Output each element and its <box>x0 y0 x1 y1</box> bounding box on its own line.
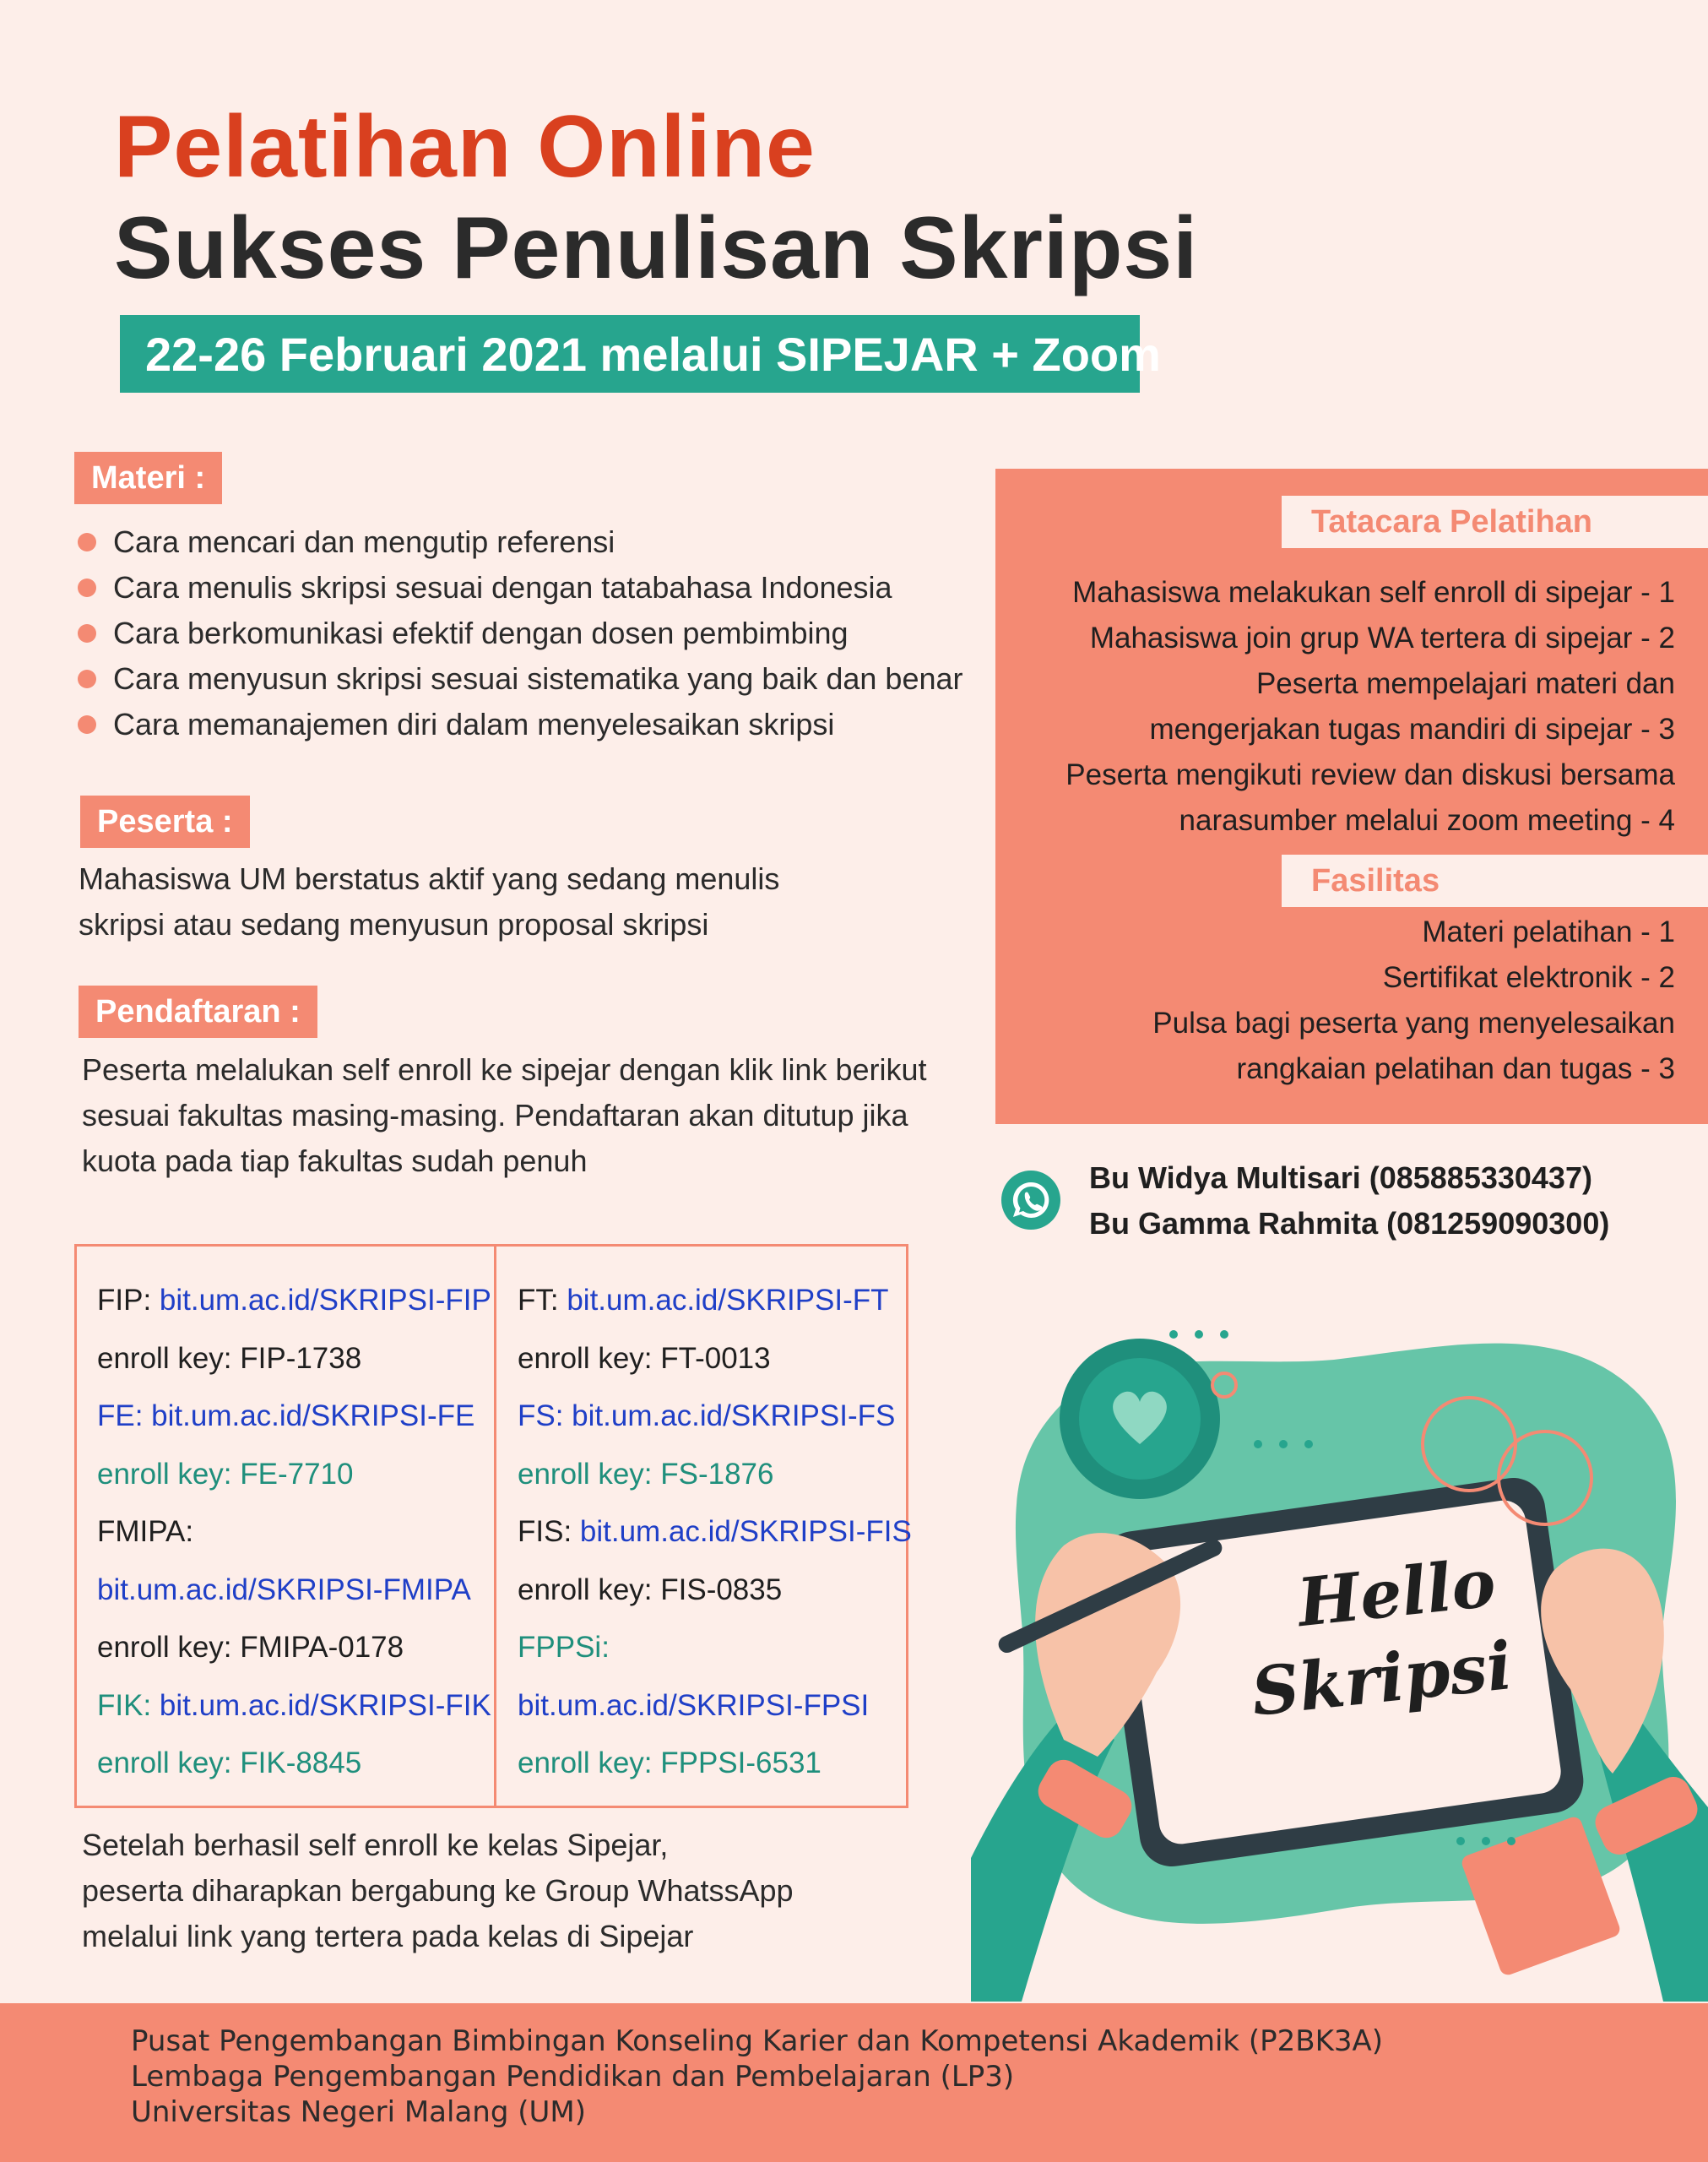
materi-label: Materi : <box>74 452 222 504</box>
bullet-icon <box>78 533 96 551</box>
fik-link[interactable]: bit.um.ac.id/SKRIPSI-FIK <box>159 1688 491 1722</box>
hello-skripsi-illustration <box>971 1267 1708 2002</box>
bullet-icon <box>78 715 96 734</box>
pendaftaran-text: Peserta melalukan self enroll ke sipejar dengan klik link berikut sesuai fakultas masing-masing. Pendaftaran akan ditutup jika kuota pada tiap fakultas sudah penuh <box>82 1052 927 1178</box>
peserta-label: Peserta : <box>80 796 250 848</box>
skripsi-text: Skripsi <box>1248 1627 1516 1731</box>
tatacara-list: Mahasiswa melakukan self enroll di sipejar - 1 Mahasiswa join grup WA tertera di sipejar - 2 Peserta mempelajari materi dan mengerjakan tugas mandiri di sipejar - 3 Peserta mengikuti review dan diskusi bersama narasumber melalui zoom meeting - 4 <box>1065 576 1675 837</box>
footer-text: Pusat Pengembangan Bimbingan Konseling Karier dan Kompetensi Akademik (P2BK3A) Lembaga Pengembangan Pendidikan dan Pembelajaran (LP3) Universitas Negeri Malang (UM) <box>131 2024 1384 2129</box>
contact-item: Bu Gamma Rahmita (081259090300) <box>1089 1206 1610 1241</box>
contact-item: Bu Widya Multisari (085885330437) <box>1089 1160 1592 1195</box>
whatsapp-icon <box>1001 1171 1060 1230</box>
table-column-left: FIP: bit.um.ac.id/SKRIPSI-FIP enroll key: FIP-1738 FE: bit.um.ac.id/SKRIPSI-FE enroll key: FE-7710 FMIPA: bit.um.ac.id/SKRIPSI-FMIPA enroll key: FMIPA-0178 FIK: bit.um.ac.id/SKRIPSI-FIK enroll key: FIK-8845 <box>97 1284 491 1779</box>
faculty-links-table <box>74 1244 912 1808</box>
ft-link[interactable]: bit.um.ac.id/SKRIPSI-FT <box>567 1284 889 1317</box>
bullet-icon <box>78 670 96 688</box>
list-item: Cara menulis skripsi sesuai dengan tatabahasa Indonesia <box>78 565 963 611</box>
fis-link[interactable]: bit.um.ac.id/SKRIPSI-FIS <box>579 1515 912 1548</box>
fmipa-link[interactable]: bit.um.ac.id/SKRIPSI-FMIPA <box>97 1573 471 1606</box>
fppsi-link[interactable]: bit.um.ac.id/SKRIPSI-FPSI <box>518 1688 870 1722</box>
list-item: Cara mencari dan mengutip referensi <box>78 519 963 565</box>
peserta-text: Mahasiswa UM berstatus aktif yang sedang menulis skripsi atau sedang menyusun proposal skripsi <box>79 861 780 942</box>
hello-text: Hello <box>1293 1545 1499 1643</box>
closing-text: Setelah berhasil self enroll ke kelas Sipejar, peserta diharapkan bergabung ke Group WhatssApp melalui link yang tertera pada kelas di Sipejar <box>82 1828 794 1953</box>
fasilitas-list: Materi pelatihan - 1 Sertifikat elektronik - 2 Pulsa bagi peserta yang menyelesaikan rangkaian pelatihan dan tugas - 3 <box>1152 915 1675 1085</box>
pendaftaran-label: Pendaftaran : <box>79 986 317 1038</box>
table-divider <box>494 1247 496 1806</box>
date-banner: 22-26 Februari 2021 melalui SIPEJAR + Zoom <box>120 315 1140 393</box>
list-item: Cara memanajemen diri dalam menyelesaikan skripsi <box>78 702 963 747</box>
tatacara-label: Tatacara Pelatihan <box>1282 496 1708 548</box>
fs-link[interactable]: FS: bit.um.ac.id/SKRIPSI-FS <box>518 1399 896 1432</box>
title-line-2: Sukses Penulisan Skripsi <box>114 199 1199 297</box>
materi-list <box>78 519 963 747</box>
fe-link[interactable]: FE: bit.um.ac.id/SKRIPSI-FE <box>97 1399 475 1432</box>
bullet-icon <box>78 624 96 643</box>
table-column-right: FT: bit.um.ac.id/SKRIPSI-FT enroll key: FT-0013 FS: bit.um.ac.id/SKRIPSI-FS enroll key: FS-1876 FIS: bit.um.ac.id/SKRIPSI-FIS enroll key: FIS-0835 FPPSi: bit.um.ac.id/SKRIPSI-FPSI enroll key: FPPSI-6531 <box>518 1284 912 1779</box>
title-line-1: Pelatihan Online <box>114 98 816 196</box>
fip-link[interactable]: bit.um.ac.id/SKRIPSI-FIP <box>159 1284 491 1317</box>
list-item: Cara berkomunikasi efektif dengan dosen pembimbing <box>78 611 963 656</box>
contact-list <box>1089 1155 1609 1247</box>
list-item: Cara menyusun skripsi sesuai sistematika yang baik dan benar <box>78 656 963 702</box>
bullet-icon <box>78 579 96 597</box>
fasilitas-label: Fasilitas <box>1282 855 1708 907</box>
